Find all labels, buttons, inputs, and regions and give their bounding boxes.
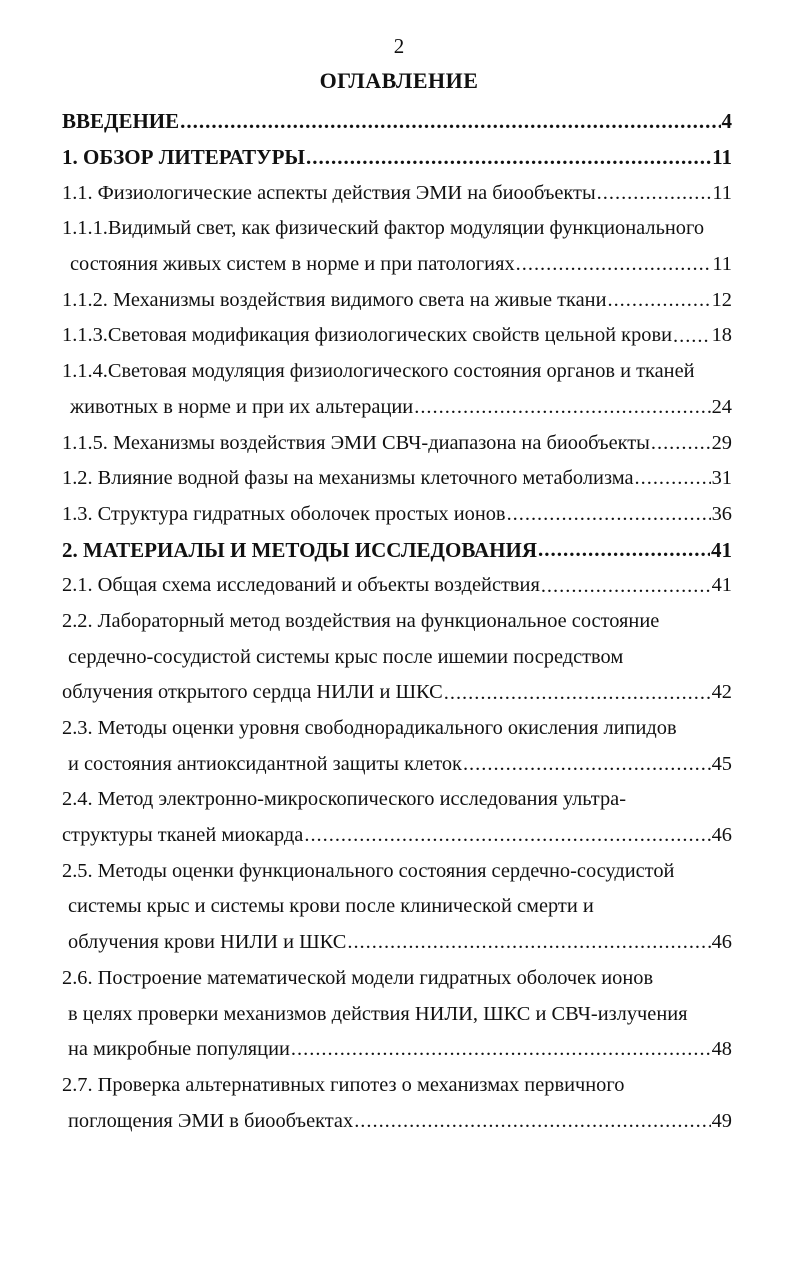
toc-entry-label: 1.1.3.Световая модификация физиологических свойств цельной крови	[62, 324, 672, 347]
toc-entry-1-3[interactable]	[62, 497, 732, 533]
dot-leader	[516, 251, 712, 278]
toc-entry-2-5-line2[interactable]	[62, 889, 732, 925]
toc-entry-2-1[interactable]	[62, 568, 732, 604]
toc-entry-page: 46	[711, 824, 732, 847]
dot-leader	[180, 108, 720, 135]
toc-entry-label: 1.1.1.Видимый свет, как физический фактор модуляции функционального	[62, 217, 705, 240]
toc-entry-label: 1.2. Влияние водной фазы на механизмы клеточного метаболизма	[62, 467, 634, 490]
toc-entry-label: и состояния антиоксидантной защиты клеток	[68, 752, 462, 775]
toc-entry-label: 1.1. Физиологические аспекты действия ЭМИ на биообъекты	[62, 181, 596, 204]
toc-entry-label: 2.2. Лабораторный метод воздействия на функциональное состояние	[62, 609, 660, 632]
toc-entry-label: облучения открытого сердца НИЛИ и ШКС	[62, 681, 443, 704]
toc-entry-page: 45	[711, 752, 732, 775]
toc-entry-label: 1.1.2. Механизмы воздействия видимого света на живые ткани	[62, 288, 607, 311]
toc-entry-2-6-line1[interactable]	[62, 961, 732, 997]
toc-entry-page: 36	[711, 502, 732, 525]
toc-entry-page: 42	[711, 681, 732, 704]
toc-entry-introduction[interactable]	[62, 104, 732, 140]
dot-leader	[291, 1036, 711, 1063]
toc-entry-2-6-line3[interactable]	[62, 1032, 732, 1068]
toc-entry-1-1-5[interactable]	[62, 425, 732, 461]
toc-entry-2-3-line2[interactable]	[62, 746, 732, 782]
dot-leader	[306, 144, 711, 171]
toc-entry-label: 2. МАТЕРИАЛЫ И МЕТОДЫ ИССЛЕДОВАНИЯ	[62, 537, 538, 562]
toc-entry-label: животных в норме и при их альтерации	[70, 395, 414, 418]
toc-entry-2-2-line3[interactable]	[62, 675, 732, 711]
toc-entry-label: 2.1. Общая схема исследований и объекты воздействия	[62, 574, 540, 597]
toc-entry-2-3-line1[interactable]	[62, 711, 732, 747]
dot-leader	[444, 680, 711, 707]
dot-leader	[673, 323, 711, 350]
toc-entry-label: облучения крови НИЛИ и ШКС	[68, 931, 347, 954]
toc-entry-label: в целях проверки механизмов действия НИЛИ, ШКС и СВЧ-излучения	[68, 1002, 688, 1025]
toc-entry-label: 2.7. Проверка альтернативных гипотез о механизмах первичного	[62, 1073, 625, 1096]
toc-entry-chapter-2[interactable]	[62, 532, 732, 568]
toc-entry-2-7-line1[interactable]	[62, 1068, 732, 1104]
toc-entry-1-1-1-line2[interactable]	[62, 247, 732, 283]
toc-entry-label: системы крыс и системы крови после клинической смерти и	[68, 895, 594, 918]
toc-entry-page: 11	[712, 181, 732, 204]
toc-entry-label: на микробные популяции	[68, 1038, 290, 1061]
toc-entry-label: 1.1.5. Механизмы воздействия ЭМИ СВЧ-диапазона на биообъекты	[62, 431, 650, 454]
dot-leader	[635, 465, 711, 492]
toc-entry-chapter-1[interactable]	[62, 140, 732, 176]
dot-leader	[538, 536, 710, 563]
toc-entry-page: 24	[711, 395, 732, 418]
dot-leader	[651, 430, 711, 457]
toc-entry-label: сердечно-сосудистой системы крыс после ишемии посредством	[68, 645, 624, 668]
toc-entry-page: 31	[711, 467, 732, 490]
toc-entry-2-4-line1[interactable]	[62, 782, 732, 818]
dot-leader	[347, 929, 710, 956]
dot-leader	[607, 287, 710, 314]
toc-entry-page: 18	[711, 324, 732, 347]
page-title: ОГЛАВЛЕНИЕ	[319, 68, 479, 93]
toc-entry-1-1[interactable]	[62, 175, 732, 211]
toc-entry-page: 11	[712, 253, 732, 276]
toc-entry-page: 41	[711, 537, 732, 562]
toc-entry-page: 49	[711, 1109, 732, 1132]
toc-entry-1-1-4-line1[interactable]	[62, 354, 732, 390]
toc-entry-page: 46	[711, 931, 732, 954]
toc-entry-2-6-line2[interactable]	[62, 996, 732, 1032]
dot-leader	[463, 751, 711, 778]
toc-entry-1-1-4-line2[interactable]	[62, 390, 732, 426]
toc-entry-label: поглощения ЭМИ в биообъектах	[68, 1109, 354, 1132]
toc-entry-page: 12	[711, 288, 732, 311]
toc-entry-2-5-line1[interactable]	[62, 853, 732, 889]
toc-entry-2-2-line2[interactable]	[62, 639, 732, 675]
page-number: 2	[393, 34, 405, 58]
dot-leader	[597, 180, 712, 207]
dot-leader	[414, 394, 710, 421]
dot-leader	[541, 573, 711, 600]
toc-entry-2-7-line2[interactable]	[62, 1103, 732, 1139]
toc-entry-page: 29	[711, 431, 732, 454]
toc-entry-label: 2.3. Методы оценки уровня свободнорадикального окисления липидов	[62, 717, 677, 740]
toc-entry-page: 41	[711, 574, 732, 597]
toc-entry-label: ВВЕДЕНИЕ	[62, 109, 180, 134]
toc-entry-1-1-1-line1[interactable]	[62, 211, 732, 247]
toc-entry-label: 1.3. Структура гидратных оболочек простых ионов	[62, 502, 506, 525]
toc-entry-label: 1.1.4.Световая модуляция физиологического состояния органов и тканей	[62, 360, 695, 383]
toc-entry-1-1-3[interactable]	[62, 318, 732, 354]
toc-entry-label: 2.5. Методы оценки функционального состояния сердечно-сосудистой	[62, 859, 675, 882]
toc-entry-label: 1. ОБЗОР ЛИТЕРАТУРЫ	[62, 145, 306, 170]
toc-entry-page: 48	[711, 1038, 732, 1061]
toc-entry-page: 4	[721, 109, 732, 134]
toc-entry-2-2-line1[interactable]	[62, 604, 732, 640]
toc-entry-1-2[interactable]	[62, 461, 732, 497]
toc-entry-1-1-2[interactable]	[62, 282, 732, 318]
table-of-contents	[62, 104, 732, 1139]
dot-leader	[507, 501, 711, 528]
toc-entry-page: 11	[712, 145, 732, 170]
dot-leader	[304, 822, 710, 849]
toc-entry-label: 2.4. Метод электронно-микроскопического исследования ультра-	[62, 788, 627, 811]
toc-entry-2-5-line3[interactable]	[62, 925, 732, 961]
toc-entry-label: структуры тканей миокарда	[62, 824, 304, 847]
dot-leader	[354, 1108, 710, 1135]
toc-entry-2-4-line2[interactable]	[62, 818, 732, 854]
toc-entry-label: 2.6. Построение математической модели гидратных оболочек ионов	[62, 966, 654, 989]
toc-entry-label: состояния живых систем в норме и при патологиях	[70, 253, 515, 276]
